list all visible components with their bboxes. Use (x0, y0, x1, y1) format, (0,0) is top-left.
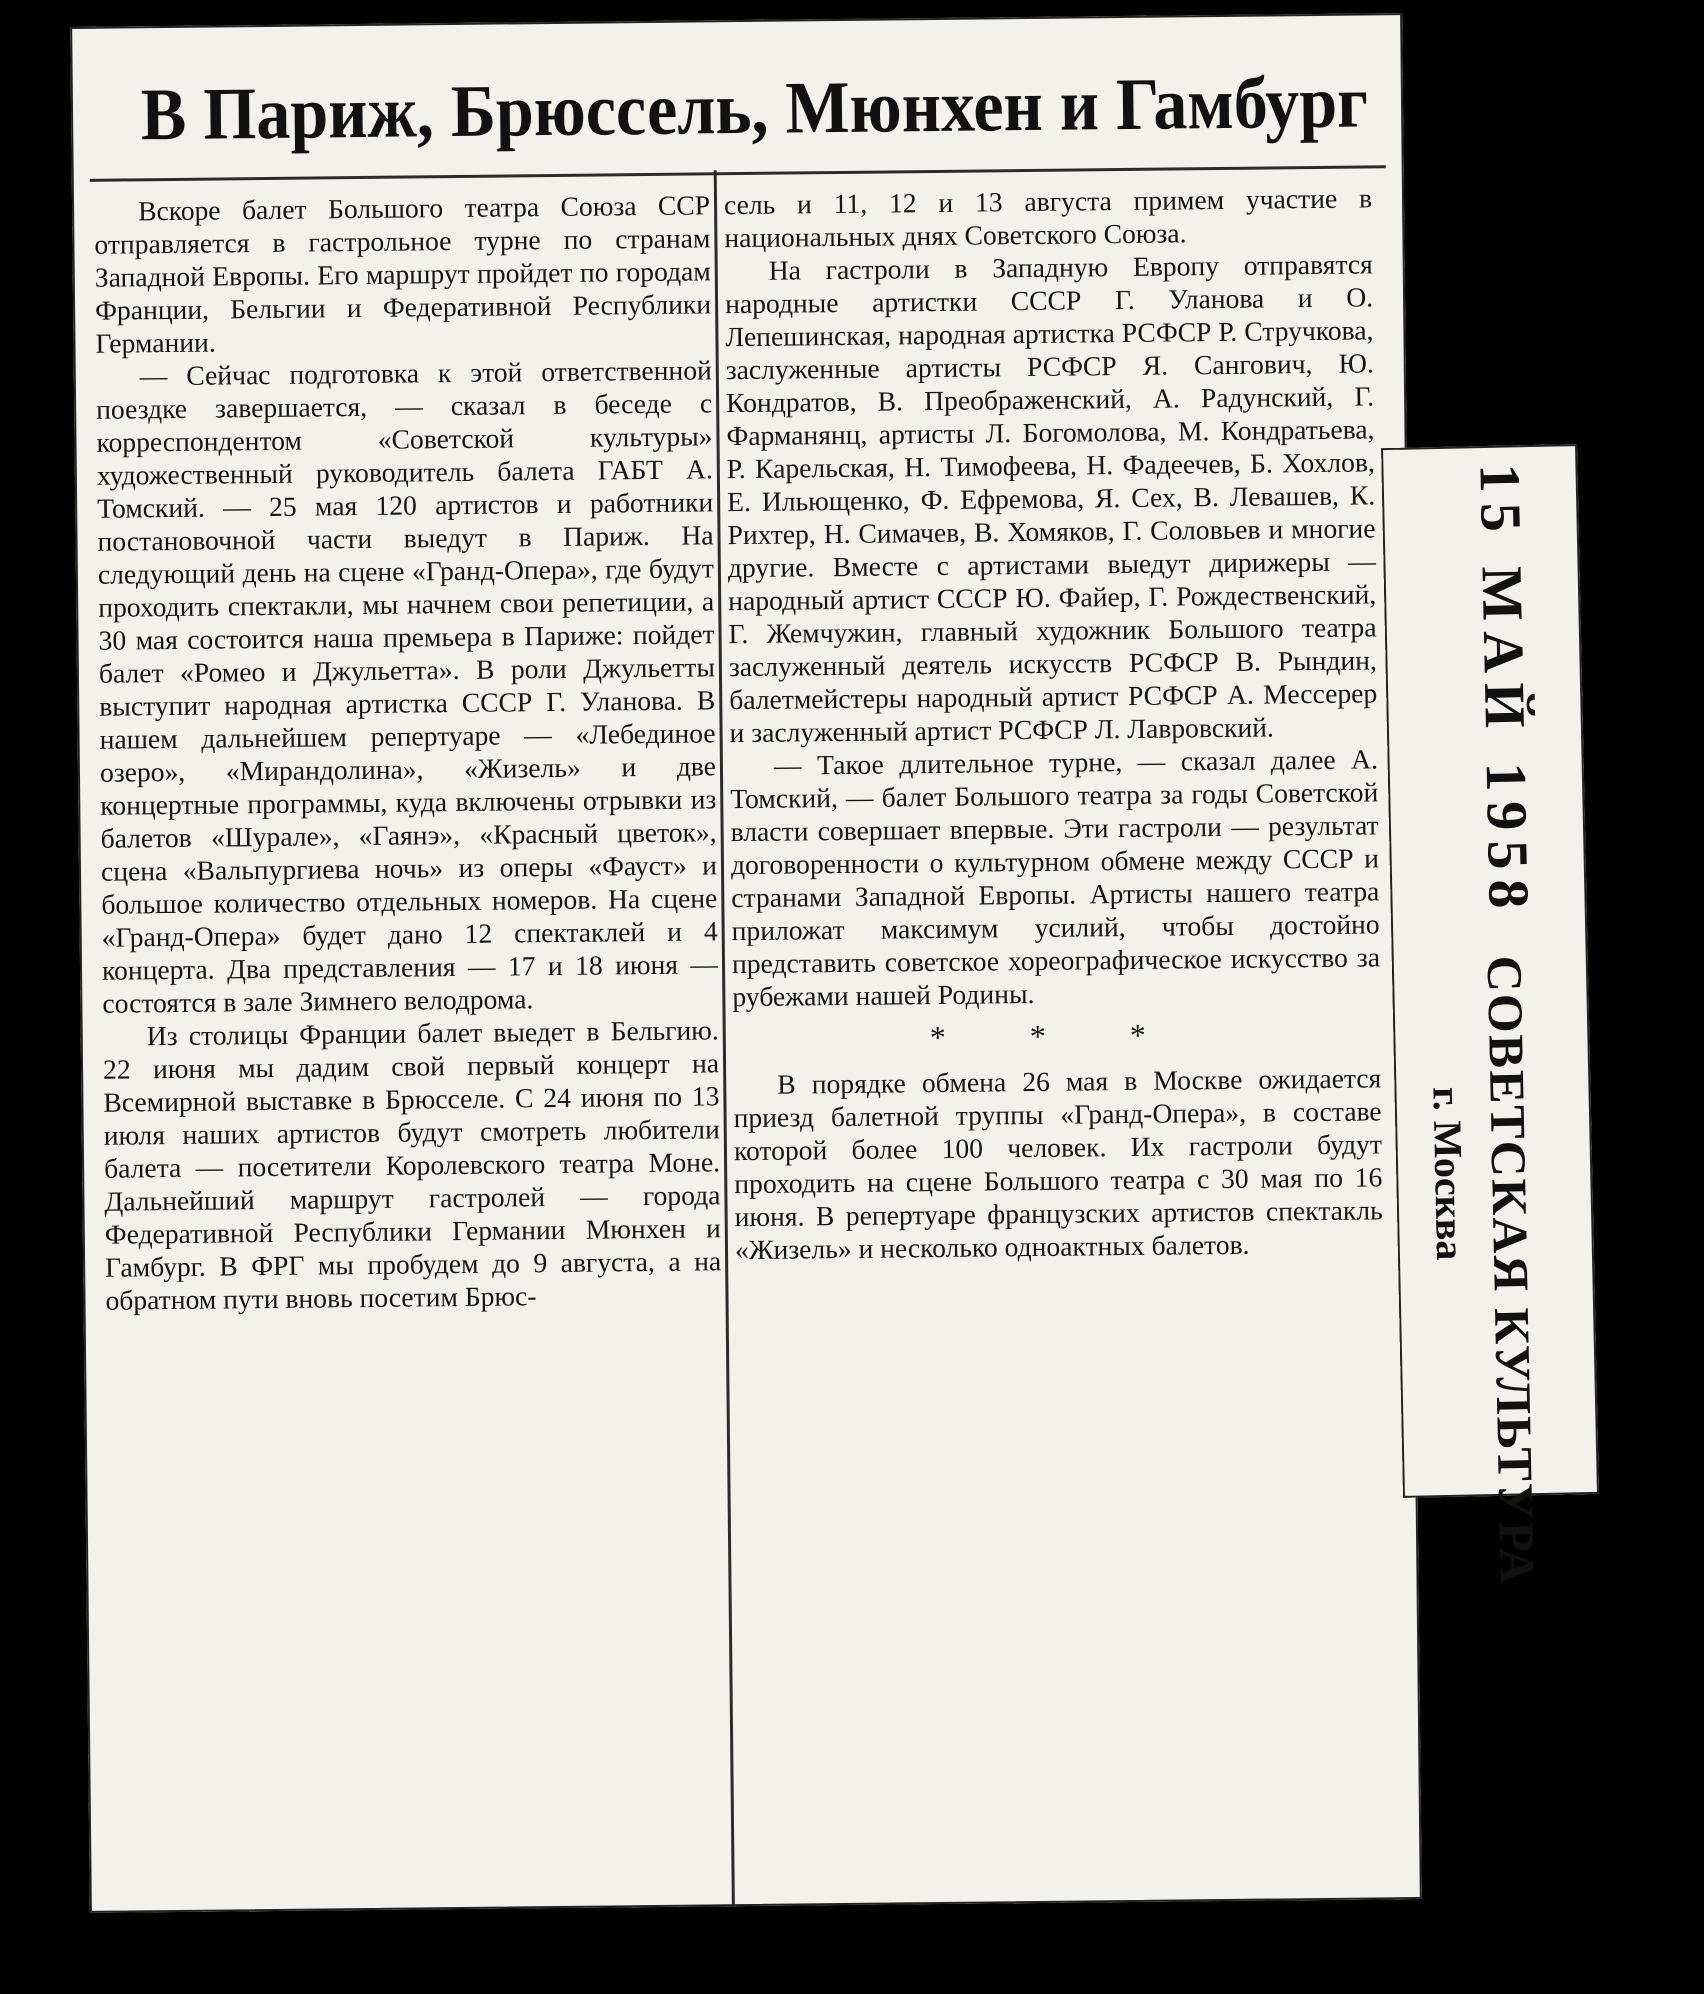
newspaper-clipping (70, 13, 1422, 1913)
stamp-city: г. Москва (1424, 1086, 1474, 1261)
stamp-date: 15 МАЙ 1958 (1467, 463, 1542, 920)
stamp-newspaper-name: СОВЕТСКАЯ КУЛЬТУРА (1476, 955, 1546, 1587)
paragraph: — Такое длительное турне, — сказал далее А. Томский, — балет Большого театра за годы Советской власти совершает впервые. Эти гастроли — результат договоренности о культурном обмене между СССР и странами Западной Европы. Артисты нашего театра приложат максимум усилий, чтобы достойно представить советское хореографическое искусство за рубежами нашей Родины. (730, 743, 1381, 1013)
paragraph: В порядке обмена 26 мая в Москве ожидается приезд балетной труппы «Гранд-Опера», в составе которой более 100 человек. Их гастроли будут проходить на сцене Большого театра с 30 мая по 16 июня. В репертуаре французских артистов спектакль «Жизель» и несколько одноактных балетов. (733, 1062, 1383, 1266)
date-stamp (1381, 444, 1599, 1587)
paragraph: сель и 11, 12 и 13 августа примем участие в национальных днях Советского Союза. (723, 182, 1373, 254)
left-column (94, 188, 728, 1902)
section-separator: * * * (929, 1016, 1184, 1056)
paragraph: — Сейчас подготовка к этой ответственной поездке завершается, — сказал в беседе с корреспондентом «Советской культуры» художественный руководитель балета ГАБТ А. Томский. — 25 мая 120 артистов и работники постановочной части выедут в Париж. На следующий день на сцене «Гранд-Опера», где будут проходить спектакли, мы начнем свои репетиции, а 30 мая состоится наша премьера в Париже: пойдет балет «Ромео и Джульетта». В роли Джульетты выступит народная артистка СССР Г. Уланова. В нашем дальнейшем репертуаре — «Лебединое озеро», «Мирандолина», «Жизель» и две концертные программы, куда включены отрывки из балетов «Шурале», «Гаянэ», «Красный цветок», сцена «Вальпургиева ночь» из оперы «Фауст» и большое количество отдельных номеров. На сцене «Гранд-Опера» будет дано 12 спектаклей и 4 концерта. Два представления — 17 и 18 июня — состоятся в зале Зимнего велодрома. (96, 354, 719, 1019)
headline: В Париж, Брюссель, Мюнхен и Гамбург (140, 61, 1369, 157)
paragraph: На гастроли в Западную Европу отправятся народные артистки СССР Г. Уланова и О. Лепешинская, народная артистка РСФСР Р. Стручкова, заслуженные артисты РСФСР Я. Сангович, Ю. Кондратов, В. Преображенский, А. Радунский, Г. Фарманянц, артисты Л. Богомолова, М. Кондратьева, Р. Карельская, Н. Тимофеева, Н. Фадеечев, Б. Хохлов, Е. Ильющенко, Ф. Ефремова, Я. Сех, В. Левашев, К. Рихтер, Н. Симачев, В. Хомяков, Г. Соловьев и многие другие. Вместе с артистами выедут дирижеры — народный артист СССР Ю. Файер, Г. Рождественский, Г. Жемчужин, главный художник Большого театра заслуженный деятель искусств РСФСР В. Рындин, балетмейстеры народный артист РСФСР А. Мессерер и заслуженный артист РСФСР Л. Лавровский. (724, 248, 1378, 749)
paragraph: Вскоре балет Большого театра Союза ССР отправляется в гастрольное турне по странам Западной Европы. Его маршрут пройдет по городам Франции, Бельгии и Федеративной Республики Германии. (94, 189, 712, 359)
paragraph: Из столицы Франции балет выедет в Бельгию. 22 июня мы дадим свой первый концерт на Всемирной выставке в Брюсселе. С 24 июня по 13 июля наших артистов будут смотреть любители балета — посетители Королевского театра Моне. Дальнейший маршрут гастролей — города Федеративной Республики Германии Мюнхен и Гамбург. В ФРГ мы пробудем до 9 августа, а на обратном пути вновь посетим Брюс- (102, 1014, 722, 1316)
right-column (724, 181, 1390, 1896)
